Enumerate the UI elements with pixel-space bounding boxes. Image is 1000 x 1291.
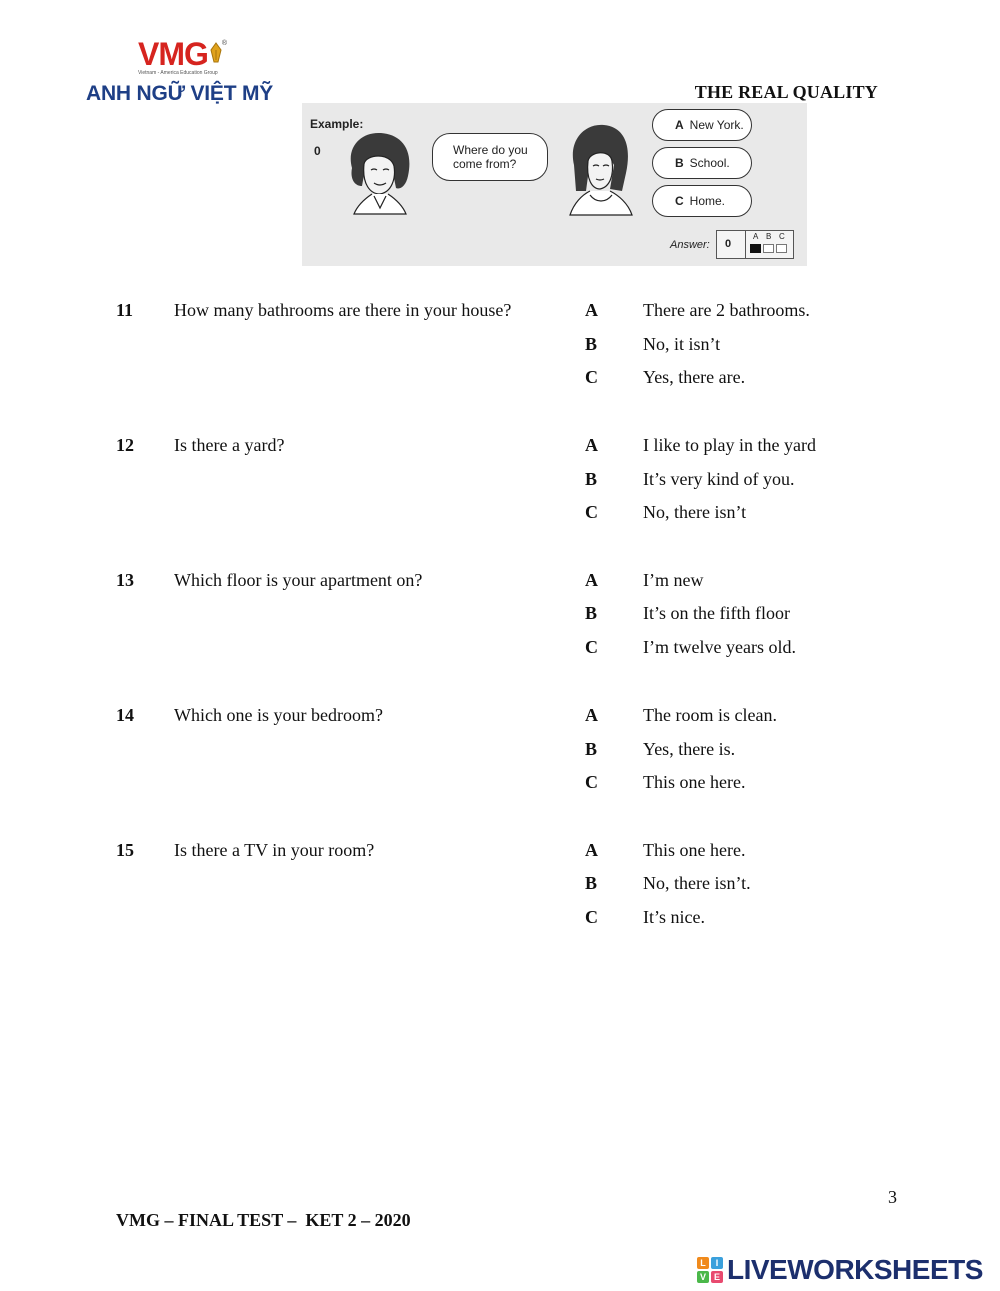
option-letter: A bbox=[585, 705, 598, 725]
girl-listening-illustration bbox=[564, 121, 636, 217]
option-text[interactable]: The room is clean. bbox=[643, 705, 777, 725]
option-letter: B bbox=[585, 334, 598, 354]
option-text[interactable]: It’s very kind of you. bbox=[643, 469, 795, 489]
question-speech-bubble: Where do you come from? bbox=[432, 133, 548, 181]
option-letter: B bbox=[585, 739, 598, 759]
example-label: Example: bbox=[310, 117, 364, 131]
question-number: 13 bbox=[116, 570, 134, 590]
girl-speaking-illustration bbox=[344, 128, 416, 216]
option-text[interactable]: No, it isn’t bbox=[643, 334, 721, 354]
option-letter: A bbox=[585, 300, 598, 320]
option-text[interactable]: Yes, there is. bbox=[643, 739, 736, 759]
option-letter: C bbox=[585, 502, 598, 522]
option-letter: B bbox=[585, 873, 598, 893]
example-option-c: C Home. bbox=[652, 185, 752, 217]
option-text[interactable]: It’s on the fifth floor bbox=[643, 603, 790, 623]
registered-mark: ® bbox=[221, 40, 228, 47]
question-number: 11 bbox=[116, 300, 134, 320]
question-text: Which one is your bedroom? bbox=[174, 705, 383, 725]
liveworksheets-logo-icon: L I V E bbox=[697, 1257, 723, 1283]
option-letter: A bbox=[585, 435, 598, 455]
option-text[interactable]: I like to play in the yard bbox=[643, 435, 816, 455]
answer-box-a-filled bbox=[750, 244, 761, 253]
option-text[interactable]: No, there isn’t. bbox=[643, 873, 751, 893]
option-text[interactable]: Yes, there are. bbox=[643, 367, 746, 387]
answer-label: Answer: bbox=[670, 239, 710, 251]
pen-nib-icon bbox=[210, 42, 222, 64]
answer-grid bbox=[716, 230, 794, 259]
logo-name: ANH NGỮ VIỆT MỸ bbox=[86, 82, 274, 105]
logo-brand: VMG bbox=[138, 36, 208, 72]
option-text[interactable]: I’m new bbox=[643, 570, 704, 590]
question-number: 14 bbox=[116, 705, 134, 725]
option-text[interactable]: It’s nice. bbox=[643, 907, 705, 927]
answer-number: 0 bbox=[725, 238, 732, 250]
tagline: THE REAL QUALITY bbox=[694, 82, 878, 102]
option-letter: C bbox=[585, 907, 598, 927]
vmg-logo bbox=[86, 38, 296, 112]
option-letter: B bbox=[585, 469, 598, 489]
option-text[interactable]: No, there isn’t bbox=[643, 502, 747, 522]
example-panel bbox=[302, 103, 807, 266]
logo-subtitle: Vietnam - America Education Group bbox=[138, 70, 218, 76]
answer-box-c bbox=[776, 244, 787, 253]
option-letter: C bbox=[585, 637, 598, 657]
footer-title: VMG – FINAL TEST – KET 2 – 2020 bbox=[116, 1210, 411, 1230]
option-text[interactable]: This one here. bbox=[643, 772, 746, 792]
example-option-a: A New York. bbox=[652, 109, 752, 141]
question-number: 15 bbox=[116, 840, 134, 860]
liveworksheets-watermark[interactable] bbox=[697, 1254, 983, 1286]
question-text: Is there a yard? bbox=[174, 435, 285, 455]
question-text: Which floor is your apartment on? bbox=[174, 570, 423, 590]
page-number: 3 bbox=[888, 1187, 897, 1207]
question-text: How many bathrooms are there in your house? bbox=[174, 300, 512, 320]
option-text[interactable]: There are 2 bathrooms. bbox=[643, 300, 810, 320]
answer-letter-a: A bbox=[753, 232, 759, 241]
option-letter: A bbox=[585, 570, 598, 590]
answer-box-b bbox=[763, 244, 774, 253]
option-letter: A bbox=[585, 840, 598, 860]
option-text[interactable]: I’m twelve years old. bbox=[643, 637, 796, 657]
option-letter: B bbox=[585, 603, 598, 623]
example-number: 0 bbox=[314, 144, 321, 158]
question-text: Is there a TV in your room? bbox=[174, 840, 375, 860]
option-letter: C bbox=[585, 772, 598, 792]
example-option-b: B School. bbox=[652, 147, 752, 179]
option-text[interactable]: This one here. bbox=[643, 840, 746, 860]
answer-letter-b: B bbox=[766, 232, 772, 241]
question-number: 12 bbox=[116, 435, 134, 455]
option-letter: C bbox=[585, 367, 598, 387]
answer-letter-c: C bbox=[779, 232, 785, 241]
liveworksheets-text: LIVEWORKSHEETS bbox=[727, 1254, 983, 1285]
